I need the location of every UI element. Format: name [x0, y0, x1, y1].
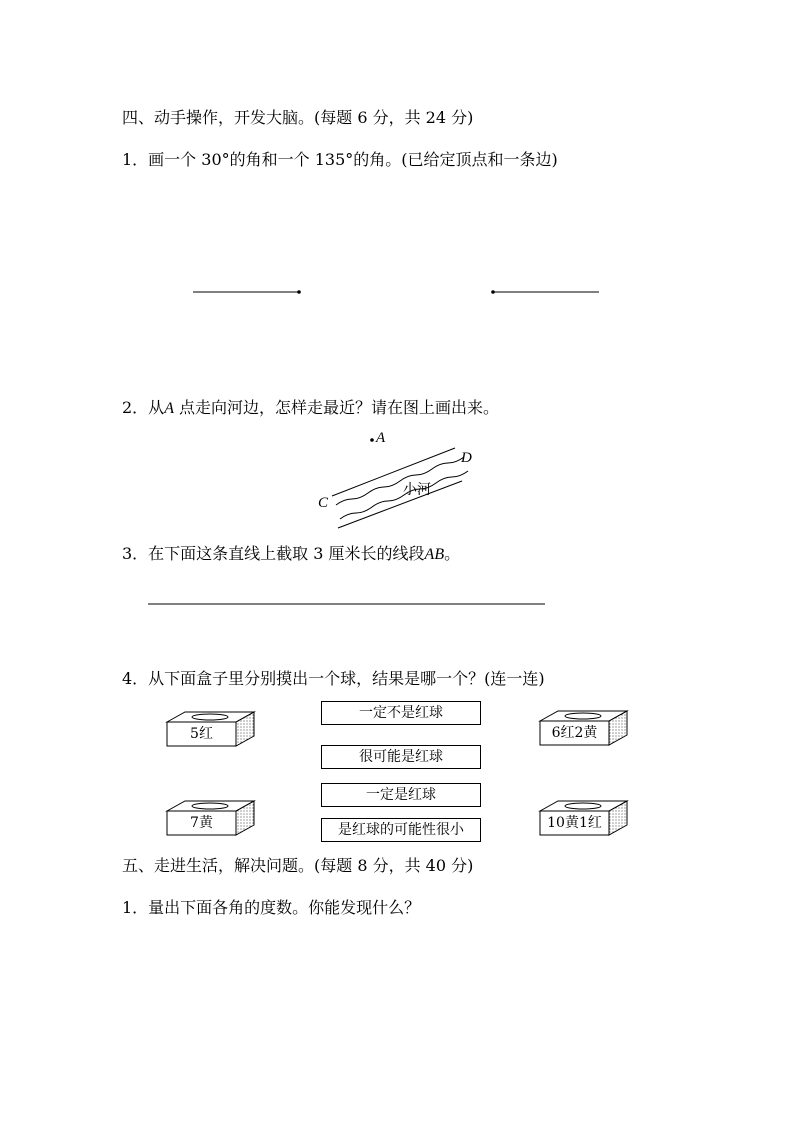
ray-30-degree: [193, 290, 301, 294]
river-diagram: [332, 448, 468, 528]
point-a-ref: A: [164, 400, 174, 417]
point-a: [370, 438, 374, 442]
question1-text: 1．画一个 30°的角和一个 135°的角。(已给定顶点和一条边): [122, 150, 558, 169]
river-bank-upper: [332, 448, 455, 496]
box-label-10-yellow-1-red: 10黄1红: [547, 815, 602, 831]
label-c: C: [318, 495, 329, 511]
question2-text: 2．从A 点走向河边，怎样走最近？请在图上画出来。: [122, 398, 500, 417]
question3-text: 3．在下面这条直线上截取 3 厘米长的线段AB。: [122, 544, 461, 563]
question4-text: 4．从下面盒子里分别摸出一个球，结果是哪一个？(连一连): [122, 669, 545, 688]
section5-heading: 五、走进生活，解决问题。(每题 8 分，共 40 分): [122, 856, 474, 875]
section5-question1-text: 1．量出下面各角的度数。你能发现什么？: [122, 898, 421, 917]
section4-heading: 四、动手操作，开发大脑。(每题 6 分，共 24 分): [122, 108, 474, 127]
box-label-5-red: 5红: [190, 726, 213, 742]
segment-ab-ref: AB: [424, 546, 445, 563]
label-a: A: [376, 430, 386, 446]
option-definitely-red[interactable]: 一定是红球: [321, 783, 481, 807]
option-very-likely-red[interactable]: 很可能是红球: [321, 745, 481, 769]
option-definitely-not-red[interactable]: 一定不是红球: [321, 701, 481, 725]
box-label-6-red-2-yellow: 6红2黄: [551, 725, 598, 741]
vertex-point-left: [297, 290, 301, 294]
label-d: D: [461, 450, 472, 466]
box-label-7-yellow: 7黄: [190, 815, 213, 831]
option-unlikely-red[interactable]: 是红球的可能性很小: [321, 818, 481, 842]
river-bank-lower: [338, 481, 462, 528]
river-label: 小河: [403, 482, 431, 498]
ray-135-degree: [491, 290, 599, 294]
